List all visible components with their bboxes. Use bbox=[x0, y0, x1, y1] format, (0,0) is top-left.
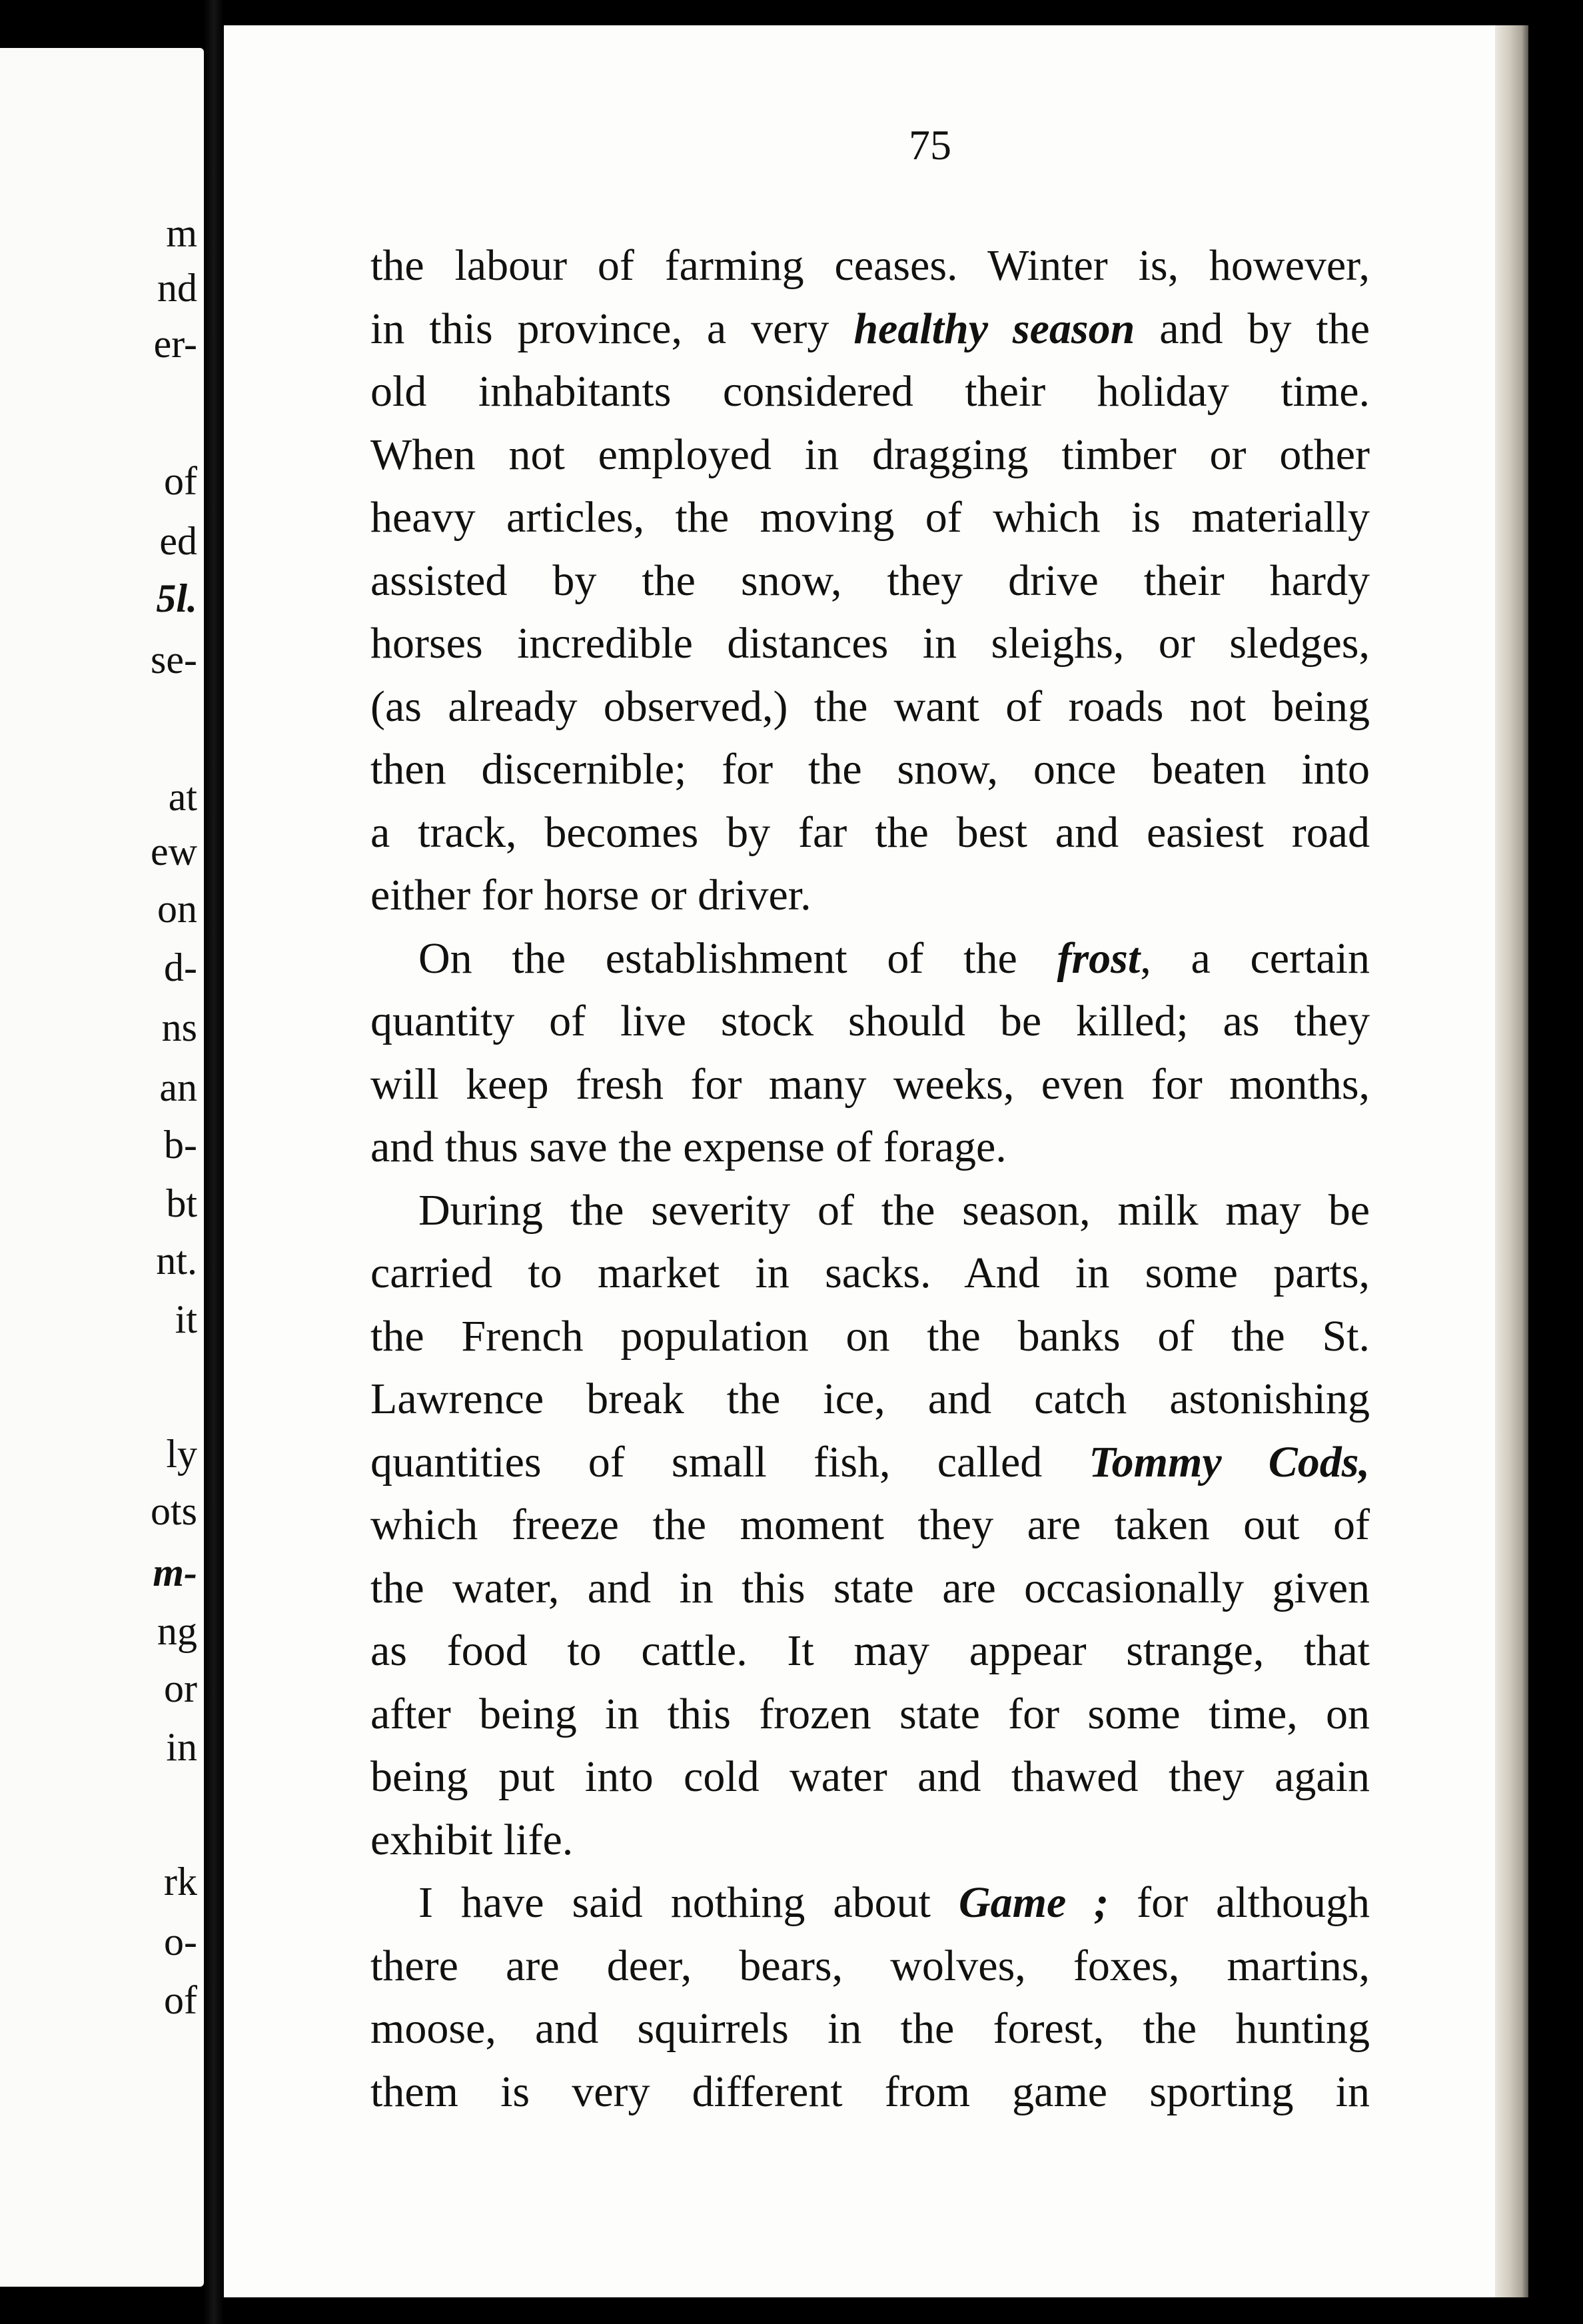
previous-page-fragment: b- bbox=[164, 1123, 197, 1167]
previous-page-fragment: ng bbox=[157, 1609, 197, 1653]
previous-page-fragment: nt. bbox=[156, 1239, 197, 1283]
emphasis-text: healthy season bbox=[853, 304, 1135, 353]
text-line: quantities of small fish, called Tommy Cods, bbox=[370, 1437, 1370, 1486]
previous-page-fragment: ew bbox=[151, 830, 197, 873]
previous-page-fragment: of bbox=[164, 1978, 197, 2022]
previous-page-fragment: on bbox=[157, 887, 197, 931]
text-line: and thus save the expense of forage. bbox=[370, 1123, 1007, 1171]
previous-page-fragment: 5l. bbox=[156, 576, 197, 620]
emphasis-text: Game ; bbox=[958, 1878, 1109, 1927]
text-line: which freeze the moment they are taken out of bbox=[370, 1500, 1370, 1549]
text-line: (as already observed,) the want of roads not being bbox=[370, 682, 1370, 731]
text-line: then discernible; for the snow, once beaten into bbox=[370, 745, 1370, 794]
text-line: moose, and squirrels in the forest, the hunting bbox=[370, 2004, 1370, 2053]
page-edge bbox=[1495, 25, 1528, 2297]
paragraph bbox=[370, 1872, 1370, 2123]
text-line: either for horse or driver. bbox=[370, 871, 811, 919]
body-text bbox=[370, 235, 1370, 2123]
text-line: exhibit life. bbox=[370, 1815, 574, 1864]
text-line: During the severity of the season, milk may be bbox=[418, 1185, 1370, 1235]
text-line: there are deer, bears, wolves, foxes, martins, bbox=[370, 1941, 1370, 1990]
text-line: horses incredible distances in sleighs, or sledges, bbox=[370, 619, 1370, 668]
text-line: as food to cattle. It may appear strange, that bbox=[370, 1626, 1370, 1675]
text-line: I have said nothing about Game ; for although bbox=[418, 1878, 1370, 1927]
page-number: 75 bbox=[909, 121, 951, 169]
text-line: the French population on the banks of the St. bbox=[370, 1311, 1370, 1361]
paragraph bbox=[370, 1179, 1370, 1872]
previous-page-fragment: at bbox=[168, 775, 197, 819]
text-line: old inhabitants considered their holiday time. bbox=[370, 367, 1370, 416]
previous-page-fragment: se- bbox=[151, 638, 197, 682]
previous-page-fragment: ns bbox=[161, 1005, 197, 1049]
text-line: Lawrence break the ice, and catch astonishing bbox=[370, 1375, 1370, 1423]
previous-page-fragment: in bbox=[166, 1725, 197, 1769]
previous-page-fragment: d- bbox=[164, 945, 197, 989]
previous-page-fragment: o- bbox=[164, 1920, 197, 1964]
text-line: assisted by the snow, they drive their hardy bbox=[370, 556, 1370, 605]
previous-page-fragment: ly bbox=[166, 1432, 197, 1476]
text-line: a track, becomes by far the best and easiest road bbox=[370, 808, 1370, 857]
text-line: the labour of farming ceases. Winter is, however, bbox=[370, 241, 1370, 290]
text-line: them is very different from game sporting in bbox=[370, 2067, 1370, 2116]
text-line: heavy articles, the moving of which is materially bbox=[370, 493, 1370, 542]
previous-page-fragment: m bbox=[166, 211, 197, 255]
previous-page-fragment: er- bbox=[153, 322, 197, 366]
emphasis-text: frost bbox=[1057, 933, 1141, 983]
previous-page-fragment: m- bbox=[153, 1550, 197, 1594]
current-page bbox=[224, 25, 1528, 2297]
previous-page-fragment: nd bbox=[157, 266, 197, 310]
previous-page-fragment: bt bbox=[166, 1181, 197, 1225]
previous-page-fragment: ed bbox=[159, 519, 197, 563]
text-line: will keep fresh for many weeks, even for months, bbox=[370, 1059, 1370, 1109]
previous-page-fragment: an bbox=[159, 1065, 197, 1109]
emphasis-text: Tommy Cods, bbox=[1089, 1437, 1370, 1486]
previous-page-fragment: rk bbox=[164, 1860, 197, 1904]
previous-page-fragment: or bbox=[164, 1666, 197, 1710]
previous-page-fragment: of bbox=[164, 459, 197, 503]
book-gutter bbox=[204, 0, 224, 2324]
text-line: in this province, a very healthy season and by the bbox=[370, 304, 1370, 353]
previous-page bbox=[0, 48, 204, 2287]
previous-page-fragment: ots bbox=[150, 1489, 197, 1533]
text-line: being put into cold water and thawed they again bbox=[370, 1752, 1370, 1801]
text-line: after being in this frozen state for some time, on bbox=[370, 1689, 1370, 1738]
previous-page-fragment: it bbox=[175, 1297, 197, 1341]
text-line: When not employed in dragging timber or other bbox=[370, 430, 1370, 479]
text-line: quantity of live stock should be killed; as they bbox=[370, 997, 1370, 1045]
text-line: On the establishment of the frost, a certain bbox=[418, 933, 1370, 983]
paragraph bbox=[370, 235, 1370, 927]
text-line: carried to market in sacks. And in some parts, bbox=[370, 1249, 1370, 1297]
text-line: the water, and in this state are occasionally given bbox=[370, 1563, 1370, 1612]
paragraph bbox=[370, 927, 1370, 1179]
